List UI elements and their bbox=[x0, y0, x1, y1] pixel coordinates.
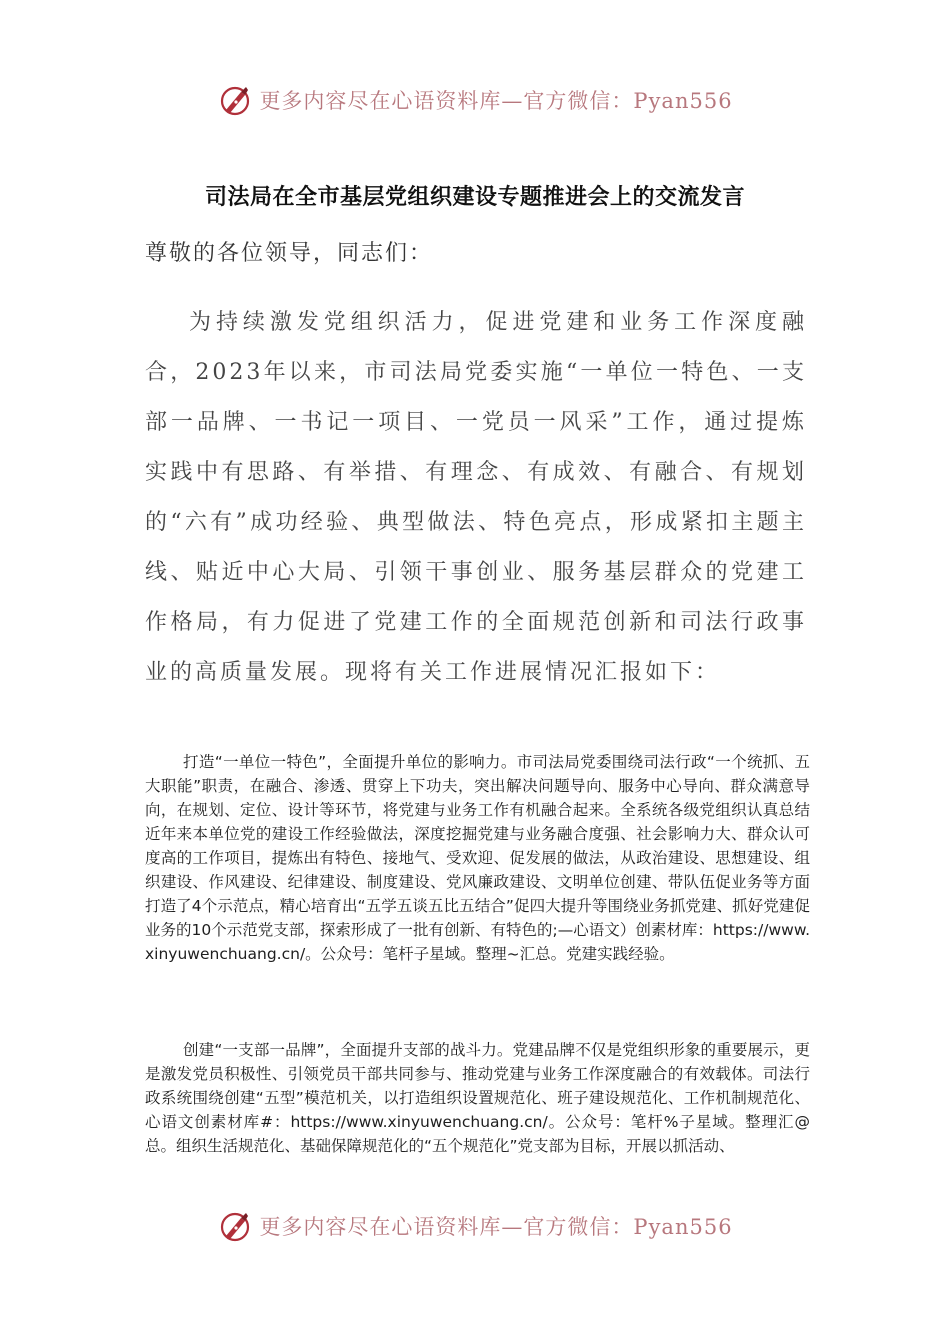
pen-nib-logo-icon bbox=[217, 1208, 253, 1244]
body-paragraph-1: 打造“一单位一特色”，全面提升单位的影响力。市司法局党委围绕司法行政“一个统抓、五大职能”职责，在融合、渗透、贯穿上下功夫，突出解决问题导向、服务中心导向、群众满意导向，在规划、定位、设计等环节，将党建与业务工作有机融合起来。全系统各级党组织认真总结近年来本单位党的建设工作经验做法，深度挖掘党建与业务融合度强、社会影响力大、群众认可度高的工作项目，提炼出有特色、接地气、受欢迎、促发展的做法，从政治建设、思想建设、组织建设、作风建设、纪律建设、制度建设、党风廉政建设、文明单位创建、带队伍促业务等方面打造了4个示范点，精心培育出“五学五谈五比五结合”促四大提升等围绕业务抓党建、抓好党建促业务的10个示范党支部，探索形成了一批有创新、有特色的;—心语文）创素材库：https://www.xinyuwenchuang.cn/。公众号：笔杆子星域。整理~汇总。党建实践经验。 bbox=[145, 753, 810, 963]
banner-text: 更多内容尽在心语资料库—官方微信：Pyan556 bbox=[259, 89, 733, 113]
document-title: 司法局在全市基层党组织建设专题推进会上的交流发言 bbox=[204, 184, 745, 210]
salutation: 尊敬的各位领导，同志们： bbox=[145, 241, 434, 266]
body-paragraph-2: 创建“一支部一品牌”，全面提升支部的战斗力。党建品牌不仅是党组织形象的重要展示，更是激发党员积极性、引领党员干部共同参与、推动党建与业务工作深度融合的有效载体。司法行政系统围绕创建“五型”模范机关，以打造组织设置规范化、班子建设规范化、工作机制规范化、心语文创素材库#：https://www.xinyuwenchuang.cn/。公众号：笔杆%子星域。整理汇@总。组织生活规范化、基础保障规范化的“五个规范化”党支部为目标，开展以抓活动、 bbox=[145, 1041, 810, 1155]
footer-watermark-banner bbox=[0, 1208, 950, 1244]
intro-paragraph: 为持续激发党组织活力，促进党建和业务工作深度融合，2023年以来，市司法局党委实施“一单位一特色、一支部一品牌、一书记一项目、一党员一风采”工作，通过提炼实践中有思路、有举措、有理念、有成效、有融合、有规划的“六有”成功经验、典型做法、特色亮点，形成紧扣主题主线、贴近中心大局、引领干事创业、服务基层群众的党建工作格局，有力促进了党建工作的全面规范创新和司法行政事业的高质量发展。现将有关工作进展情况汇报如下： bbox=[145, 310, 807, 685]
pen-nib-logo-icon bbox=[217, 82, 253, 118]
header-watermark-banner bbox=[0, 82, 950, 118]
banner-text: 更多内容尽在心语资料库—官方微信：Pyan556 bbox=[259, 1215, 733, 1239]
